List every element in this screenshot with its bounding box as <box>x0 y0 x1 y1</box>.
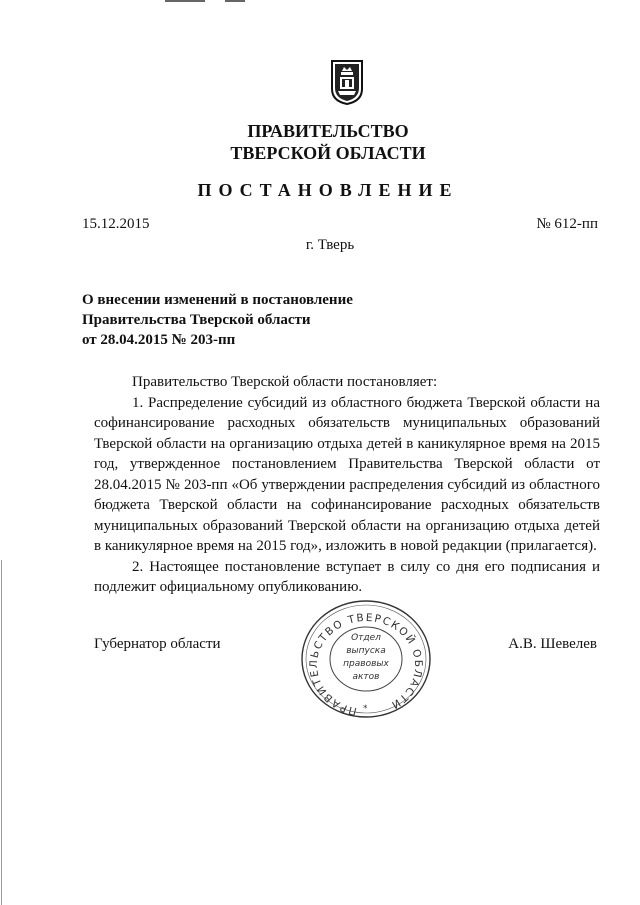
body-item-2: 2. Настоящее постановление вступает в силу со дня его подписания и подлежит официальному опубликованию. <box>94 558 600 595</box>
document-type-heading: ПОСТАНОВЛЕНИЕ <box>197 180 459 200</box>
document-date: 15.12.2015 <box>82 216 150 232</box>
tver-coat-of-arms-icon <box>330 59 364 105</box>
stamp-ring-text: ПРАВИТЕЛЬСТВО ТВЕРСКОЙ ОБЛАСТИ <box>307 611 425 718</box>
subject-line: от 28.04.2015 № 203-пп <box>82 332 236 348</box>
stamp-center-line: правовых <box>343 659 389 669</box>
subject-line: О внесении изменений в постановление <box>82 292 353 308</box>
stamp-center-line: выпуска <box>346 646 386 656</box>
scan-artifact <box>225 0 245 2</box>
stamp-center-line: актов <box>352 672 380 682</box>
government-name-line1: ПРАВИТЕЛЬСТВО <box>247 121 409 141</box>
scan-edge-line <box>1 560 2 905</box>
document-body <box>94 372 600 598</box>
subject-line: Правительства Тверской области <box>82 312 311 328</box>
signatory-name: А.В. Шевелев <box>508 636 597 652</box>
signatory-role: Губернатор области <box>94 636 221 652</box>
body-item-1: 1. Распределение субсидий из областного бюджета Тверской области на софинансирование расходных обязательств муниципальных образований Тверской области на организацию отдыха детей в каникулярное время на 2015 год, утвержденное постановлением Правительства Тверской области от 28.04.2015 № 203-пп «Об утверждении распределения субсидий из областного бюджета Тверской области на софинансирование расходных обязательств муниципальных образований Тверской области на организацию отдыха детей в каникулярное время на 2015 год», изложить в новой редакции (прилагается). <box>94 394 600 554</box>
document-number: № 612-пп <box>536 216 598 232</box>
government-name-line2: ТВЕРСКОЙ ОБЛАСТИ <box>230 143 426 163</box>
document-city: г. Тверь <box>305 237 355 253</box>
svg-text:*: * <box>363 704 368 714</box>
official-stamp <box>299 598 433 720</box>
scan-artifact <box>165 0 205 2</box>
stamp-center-text <box>336 632 396 684</box>
stamp-center-line: Отдел <box>351 633 381 643</box>
document-subject <box>82 290 353 350</box>
body-intro: Правительство Тверской области постановляет: <box>132 374 438 390</box>
